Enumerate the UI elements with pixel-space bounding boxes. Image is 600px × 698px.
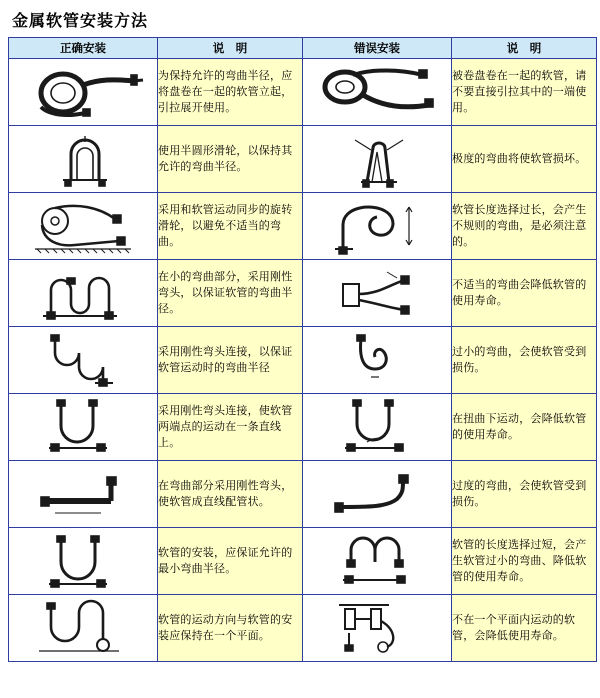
figure-cell-wrong [303,260,452,327]
figure-cell-wrong [303,461,452,528]
figure-cell-correct [9,260,158,327]
description-cell-wrong: 软管长度选择过长，会产生不规则的弯曲，是必须注意的。 [452,193,597,260]
u-bend-straight-line-icon [9,398,157,456]
figure-cell-correct [9,394,158,461]
description-cell-correct: 采用刚性弯头连接，使软管两端点的运动在一条直线上。 [158,394,303,461]
description-cell-correct: 采用和软管运动同步的旋转滑轮，以避免不适当的弯曲。 [158,193,303,260]
description-cell-correct: 为保持允许的弯曲半径，应将盘卷在一起的软管立起，引拉展开使用。 [158,59,303,126]
description-cell-correct: 使用半圆形滑轮，以保持其允许的弯曲半径。 [158,126,303,193]
description-cell-correct: 在弯曲部分采用刚性弯头，使软管成直线配管状。 [158,461,303,528]
description-cell-wrong: 软管的长度选择过短，会产生软管过小的弯曲、降低软管的使用寿命。 [452,528,597,595]
figure-cell-wrong [303,595,452,662]
table-row [9,528,597,595]
too-long-hose-icon [303,197,451,255]
figure-cell-correct [9,193,158,260]
table-row [9,126,597,193]
rigid-elbow-connection-icon [9,331,157,389]
description-cell-correct: 在小的弯曲部分，采用刚性弯头，以保证软管的弯曲半径。 [158,260,303,327]
figure-cell-correct [9,595,158,662]
table-row [9,327,597,394]
min-bend-radius-install-icon [9,532,157,590]
sharp-bend-hose-icon [303,130,451,188]
description-cell-wrong: 过小的弯曲，会使软管受到损伤。 [452,327,597,394]
description-cell-wrong: 极度的弯曲将使软管损坏。 [452,126,597,193]
table-row [9,59,597,126]
figure-cell-correct [9,461,158,528]
sync-rotating-pulley-icon [9,197,157,255]
over-length-hose-icon [303,532,451,590]
table-row [9,193,597,260]
installation-methods-table [8,37,597,662]
figure-cell-wrong [303,327,452,394]
table-row [9,461,597,528]
twisted-u-bend-icon [303,398,451,456]
table-body [9,59,597,662]
half-round-pulley-icon [9,130,157,188]
figure-cell-correct [9,327,158,394]
description-cell-correct: 软管的安装，应保证允许的最小弯曲半径。 [158,528,303,595]
straight-pipe-elbow-icon [9,465,157,523]
too-small-bend-icon [303,331,451,389]
description-cell-wrong: 被卷盘卷在一起的软管，请不要直接引拉其中的一端使用。 [452,59,597,126]
description-cell-correct: 采用刚性弯头连接，以保证软管运动时的弯曲半径 [158,327,303,394]
improper-bend-icon [303,264,451,322]
coiled-hose-upright-icon [9,63,157,121]
table-row [9,394,597,461]
excessive-bend-icon [303,465,451,523]
table-header-row [9,38,597,59]
rigid-elbow-small-bend-icon [9,264,157,322]
column-header-correct: 正确安装 [9,38,158,59]
column-header-wrong-desc: 说 明 [452,38,597,59]
figure-cell-wrong [303,59,452,126]
description-cell-wrong: 不在一个平面内运动的软管，会降低使用寿命。 [452,595,597,662]
column-header-correct-desc: 说 明 [158,38,303,59]
description-cell-wrong: 在扭曲下运动，会降低软管的使用寿命。 [452,394,597,461]
table-row [9,260,597,327]
figure-cell-wrong [303,193,452,260]
description-cell-correct: 软管的运动方向与软管的安装应保持在一个平面。 [158,595,303,662]
figure-cell-wrong [303,394,452,461]
table-row [9,595,597,662]
description-cell-wrong: 不适当的弯曲会降低软管的使用寿命。 [452,260,597,327]
same-plane-motion-icon [9,599,157,657]
description-cell-wrong: 过度的弯曲，会使软管受到损伤。 [452,461,597,528]
figure-cell-correct [9,126,158,193]
out-of-plane-motion-icon [303,599,451,657]
table-header [9,38,597,59]
figure-cell-correct [9,528,158,595]
figure-cell-wrong [303,528,452,595]
figure-cell-correct [9,59,158,126]
coiled-hose-pulled-icon [303,63,451,121]
figure-cell-wrong [303,126,452,193]
page-title: 金属软管安装方法 [12,11,149,30]
column-header-wrong: 错误安装 [303,38,452,59]
